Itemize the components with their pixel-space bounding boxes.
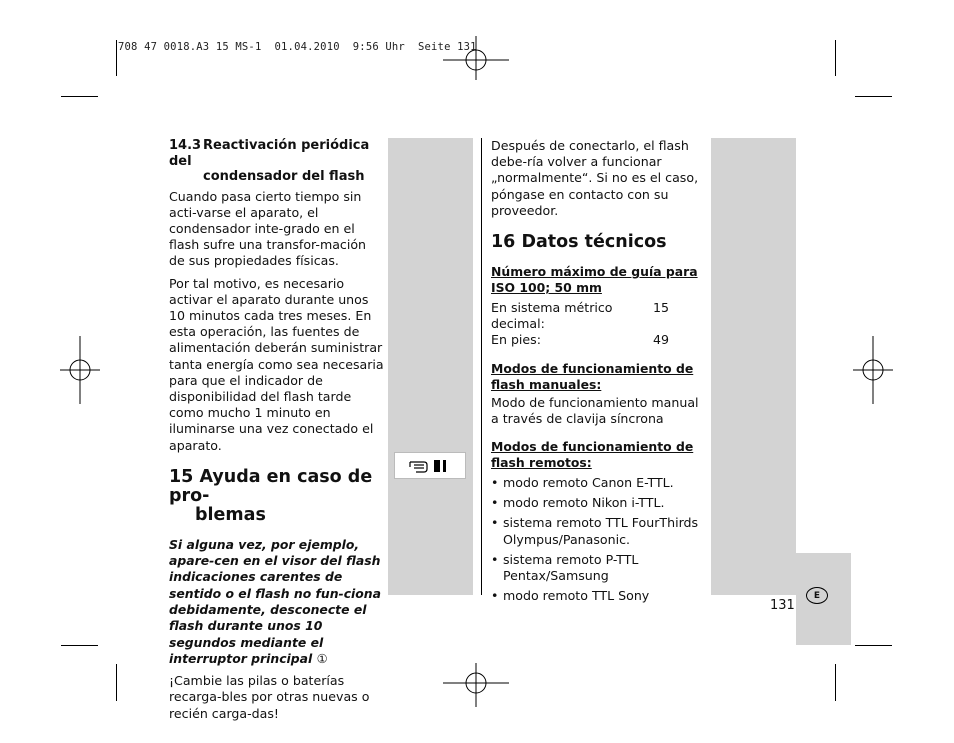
grey-band-left [388, 138, 473, 595]
paragraph: Por tal motivo, es necesario activar el aparato durante unos 10 minutos cada tres meses. En esta operación, las fuentes de alimentación deberán suministrar tanta energía como sea necesaria para que el indicador de disponibilidad del flash tarde como mucho 1 minuto en iluminarse una vez conectado el aparato. [169, 275, 384, 453]
list-item: • modo remoto TTL Sony [491, 588, 707, 604]
right-column [491, 138, 707, 608]
paragraph: Después de conectarlo, el flash debe-ría volver a funcionar „normalmente“. Si no es el caso, póngase en contacto con su proveedor. [491, 138, 699, 218]
remote-modes-heading: Modos de funcionamiento de flash remotos: [491, 439, 694, 471]
list-item: • modo remoto Nikon i-TTL. [491, 495, 707, 511]
paragraph: Modo de funcionamiento manual a través de clavija síncrona [491, 394, 699, 426]
section-14-3-heading: 14.3 Reactivación periódica del condensador del flash [169, 138, 370, 184]
remote-modes-list [491, 475, 707, 604]
list-item: • sistema remoto TTL FourThirds Olympus/Panasonic. [491, 515, 707, 547]
manual-modes-heading: Modos de funcionamiento de flash manuales: [491, 360, 694, 392]
language-badge: E [806, 587, 828, 604]
paragraph: ¡Cambie las pilas o baterías recarga-bles por otras nuevas o recién carga-das! [169, 673, 370, 721]
section-16-heading: 16 Datos técnicos [491, 232, 667, 253]
guide-number-row: En pies: 49 [491, 332, 670, 348]
hand-pointing-note-icon [394, 452, 466, 479]
guide-number-row: En sistema métrico decimal: 15 [491, 300, 670, 332]
paragraph: Cuando pasa cierto tiempo sin acti-varse el aparato, el condensador inte-grado en el flash sufre una transfor-mación de sus propiedades físicas. [169, 188, 367, 269]
left-column [169, 138, 385, 728]
list-item: • sistema remoto P-TTL Pentax/Samsung [491, 552, 707, 584]
print-slug: 708 47 0018.A3 15 MS-1 01.04.2010 9:56 Uhr Seite 131 [118, 41, 477, 53]
list-item: • modo remoto Canon E-TTL. [491, 475, 707, 491]
column-rule [481, 138, 482, 595]
italic-warning: Si alguna vez, por ejemplo, apare-cen en el visor del flash indicaciones carentes de sentido o el flash no fun-ciona debidamente, desconecte el flash durante unos 10 segundos mediante el interruptor principal ① [169, 536, 381, 666]
page-number: 131 [770, 598, 795, 613]
guide-number-heading: Número máximo de guía para ISO 100; 50 mm [491, 264, 698, 296]
section-15-heading: 15 Ayuda en caso de pro- blemas [169, 466, 373, 525]
circled-reference: ① [316, 650, 328, 666]
grey-band-right [711, 138, 796, 595]
